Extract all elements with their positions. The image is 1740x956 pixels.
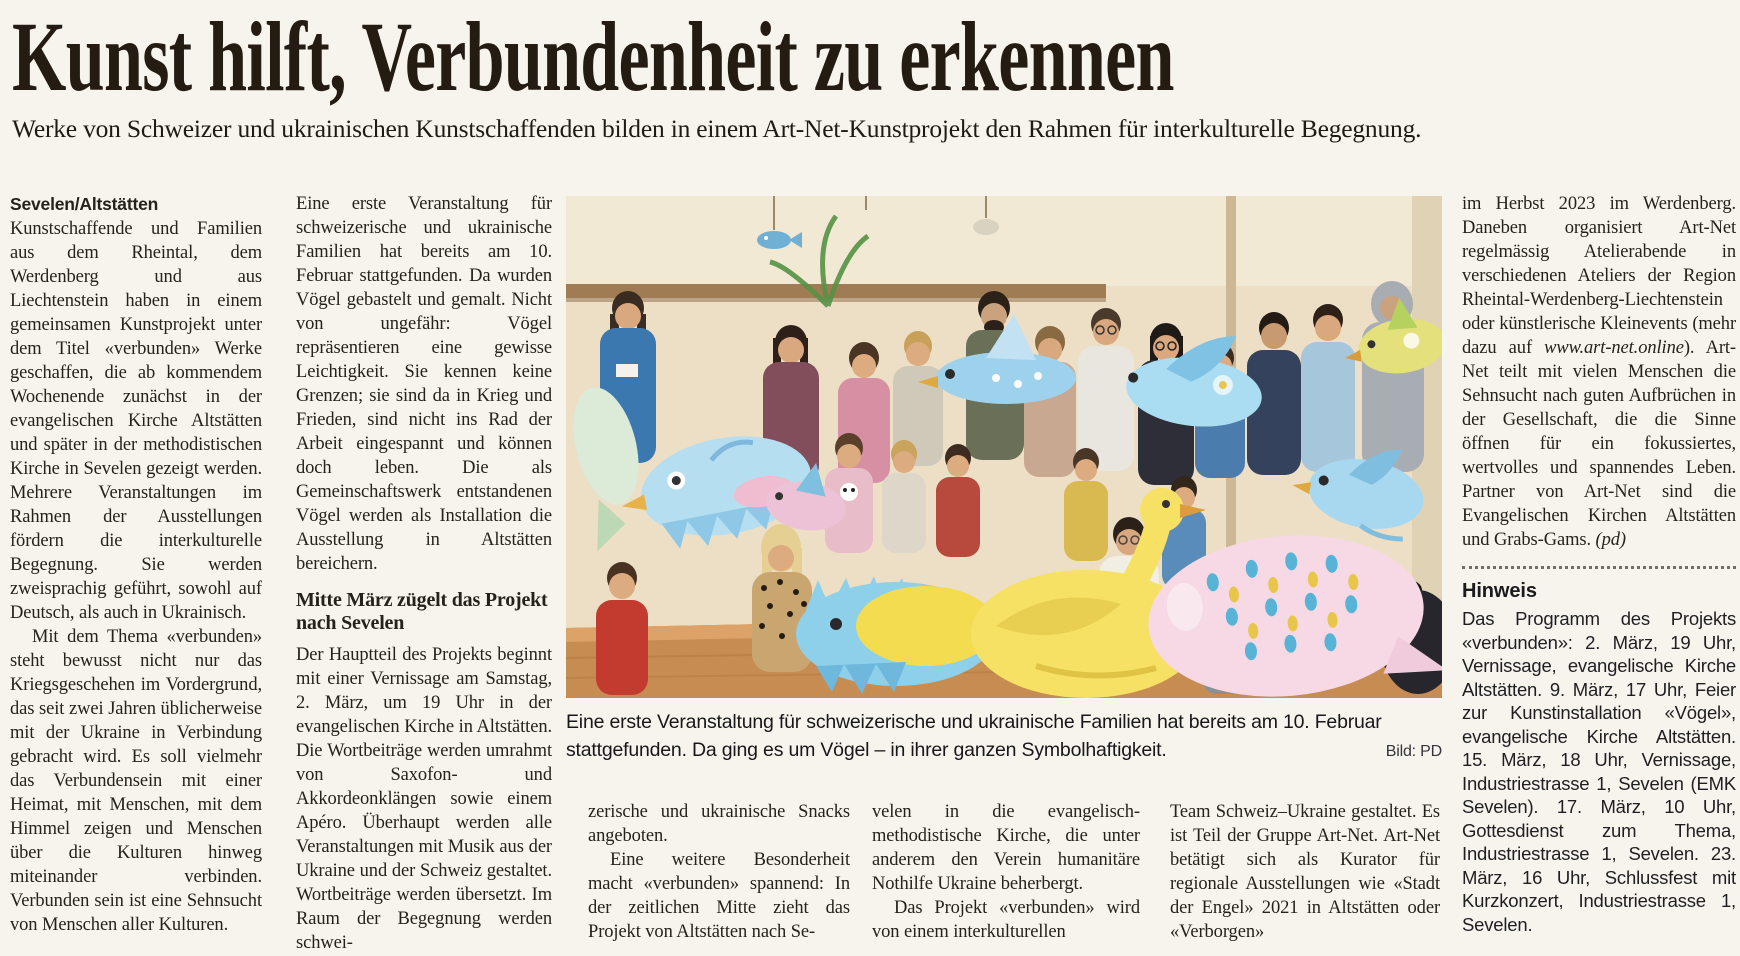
section-subhead: Mitte März zügelt das Projekt nach Sevelen (296, 589, 548, 634)
lead-paragraph (10, 192, 262, 625)
group-photo-illustration (566, 196, 1442, 698)
dateline: Sevelen/Altstätten (10, 194, 159, 214)
article-column-5 (1170, 800, 1440, 956)
article-column-3 (588, 800, 850, 956)
article-column-6 (1462, 192, 1736, 956)
body-text: Eine weitere Besonderheit macht «verbunden» spannend: In der zeitlichen Mitte zieht das Projekt von Altstätten nach Se- (588, 850, 850, 942)
headline: Kunst hilft, Verbundenheit zu erkennen (12, 1, 1174, 112)
author-signature: (pd) (1595, 530, 1626, 550)
photo-caption-text: Eine erste Veranstaltung für schweizerische und ukrainische Familien hat bereits am 10. Februar stattgefunden. Da ging es um Vögel – in ihrer ganzen Symbolhaftigkeit. (566, 711, 1382, 761)
article-column-4 (872, 800, 1140, 956)
dotted-divider (1462, 566, 1736, 569)
body-text: im Herbst 2023 im Werdenberg. Daneben organisiert Art-Net regelmässig Atelierabende in verschiedenen Ateliers der Region Rheintal-Werdenberg-Liechtenstein oder künstlerische Kleinevents (mehr dazu auf (1462, 194, 1736, 358)
subheadline: Werke von Schweizer und ukrainischen Kunstschaffenden bilden in einem Art-Net-Kunstprojekt den Rahmen für interkulturelle Begegnung. (12, 114, 1422, 143)
body-text: Das Projekt «verbunden» wird von einem interkulturellen (872, 898, 1140, 942)
body-text: zerische und ukrainische Snacks angeboten. (588, 802, 850, 846)
hinweis-box (1462, 579, 1736, 936)
hinweis-text: Das Programm des Projekts «verbunden»: 2. März, 19 Uhr, Vernissage, evangelische Kirche Altstätten. 9. März, 17 Uhr, Feier zur Kunstinstallation «Vögel», evangelische Kirche Altstätten. 15. März, 18 Uhr, Vernissage, Industriestrasse 1, Sevelen (EMK Sevelen). 17. März, 10 Uhr, Gottesdienst zum Thema, Industriestrasse 1, Sevelen. 23. März, 16 Uhr, Schlussfest mit Kurzkonzert, Industriestrasse 1, Sevelen. (1462, 608, 1736, 935)
article-column-2 (296, 192, 552, 956)
body-text (1462, 192, 1736, 552)
body-text: ). Art-Net teilt mit vielen Menschen die Sehnsucht nach guten Aufbrüchen in der Gesellschaft, die die Sinne öffnen für ein fokussiertes, wertvolles und spannendes Leben. Partner von Art-Net sind die Evangelischen Kirchen Altstätten und Grabs-Gams. (1462, 338, 1736, 550)
article-column-1 (10, 192, 262, 956)
body-text: velen in die evangelisch-methodistische Kirche, die unter anderem den Verein humanitäre Nothilfe Ukraine beherbergt. (872, 802, 1140, 894)
photo-caption (566, 708, 1442, 770)
body-text: Kunstschaffende und Familien aus dem Rheintal, dem Werdenberg und aus Liechtenstein haben in einem gemeinsamen Kunstprojekt unter dem Titel «verbunden» Werke geschaffen, die ab kommendem Wochenende zunächst in der evangelischen Kirche Altstätten und später in der methodistischen Kirche in Sevelen gezeigt werden. Mehrere Veranstaltungen im Rahmen der Ausstellungen fördern die interkulturelle Begegnung. Sie werden zweisprachig geführt, sowohl auf Deutsch, als auch in Ukrainisch. (10, 219, 262, 623)
body-text: Team Schweiz–Ukraine gestaltet. Es ist Teil der Gruppe Art-Net. Art-Net betätigt sich als Kurator für regionale Ausstellungen wie «Stadt der Engel» 2021 in Altstätten oder «Verborgen» (1170, 802, 1440, 942)
body-text: Mit dem Thema «verbunden» steht bewusst nicht nur das Kriegsgeschehen im Vordergrund, das seit zwei Jahren üblicherweise mit der Ukraine in Verbindung gebracht wird. Es soll vielmehr das Verbundensein mit einer Heimat, mit Menschen, mit dem Himmel zeigen und Menschen über die Kulturen hinweg miteinander verbinden. Verbunden sein ist eine Sehnsucht von Menschen aller Kulturen. (10, 627, 262, 935)
hinweis-title: Hinweis (1462, 580, 1537, 602)
photo-credit: Bild: PD (1385, 743, 1442, 760)
body-text: Der Hauptteil des Projekts beginnt mit einer Vernissage am Samstag, 2. März, um 19 Uhr in der evangelischen Kirche in Altstätten. Die Wortbeiträge werden umrahmt von Saxofon- und Akkordeonklängen sowie einem Apéro. Überhaupt werden alle Veranstaltungen mit Musik aus der Ukraine und der Schweiz gestaltet. Wortbeiträge werden übersetzt. Im Raum der Begegnung werden schwei- (296, 645, 552, 953)
article-photo (566, 196, 1442, 698)
website-reference: www.art-net.online (1544, 338, 1684, 358)
body-text: Eine erste Veranstaltung für schweizerische und ukrainische Familien hat bereits am 10. Februar stattgefunden. Da wurden Vögel gebastelt und gemalt. Nicht von ungefähr: Vögel repräsentieren eine gewisse Leichtigkeit. Sie kennen keine Grenzen; sie sind da in Krieg und Frieden, sind nicht ins Rad der Arbeit eingespannt und können doch leben. Die als Gemeinschaftswerk entstandenen Vögel werden als Installation die Ausstellung in Altstätten bereichern. (296, 194, 552, 574)
